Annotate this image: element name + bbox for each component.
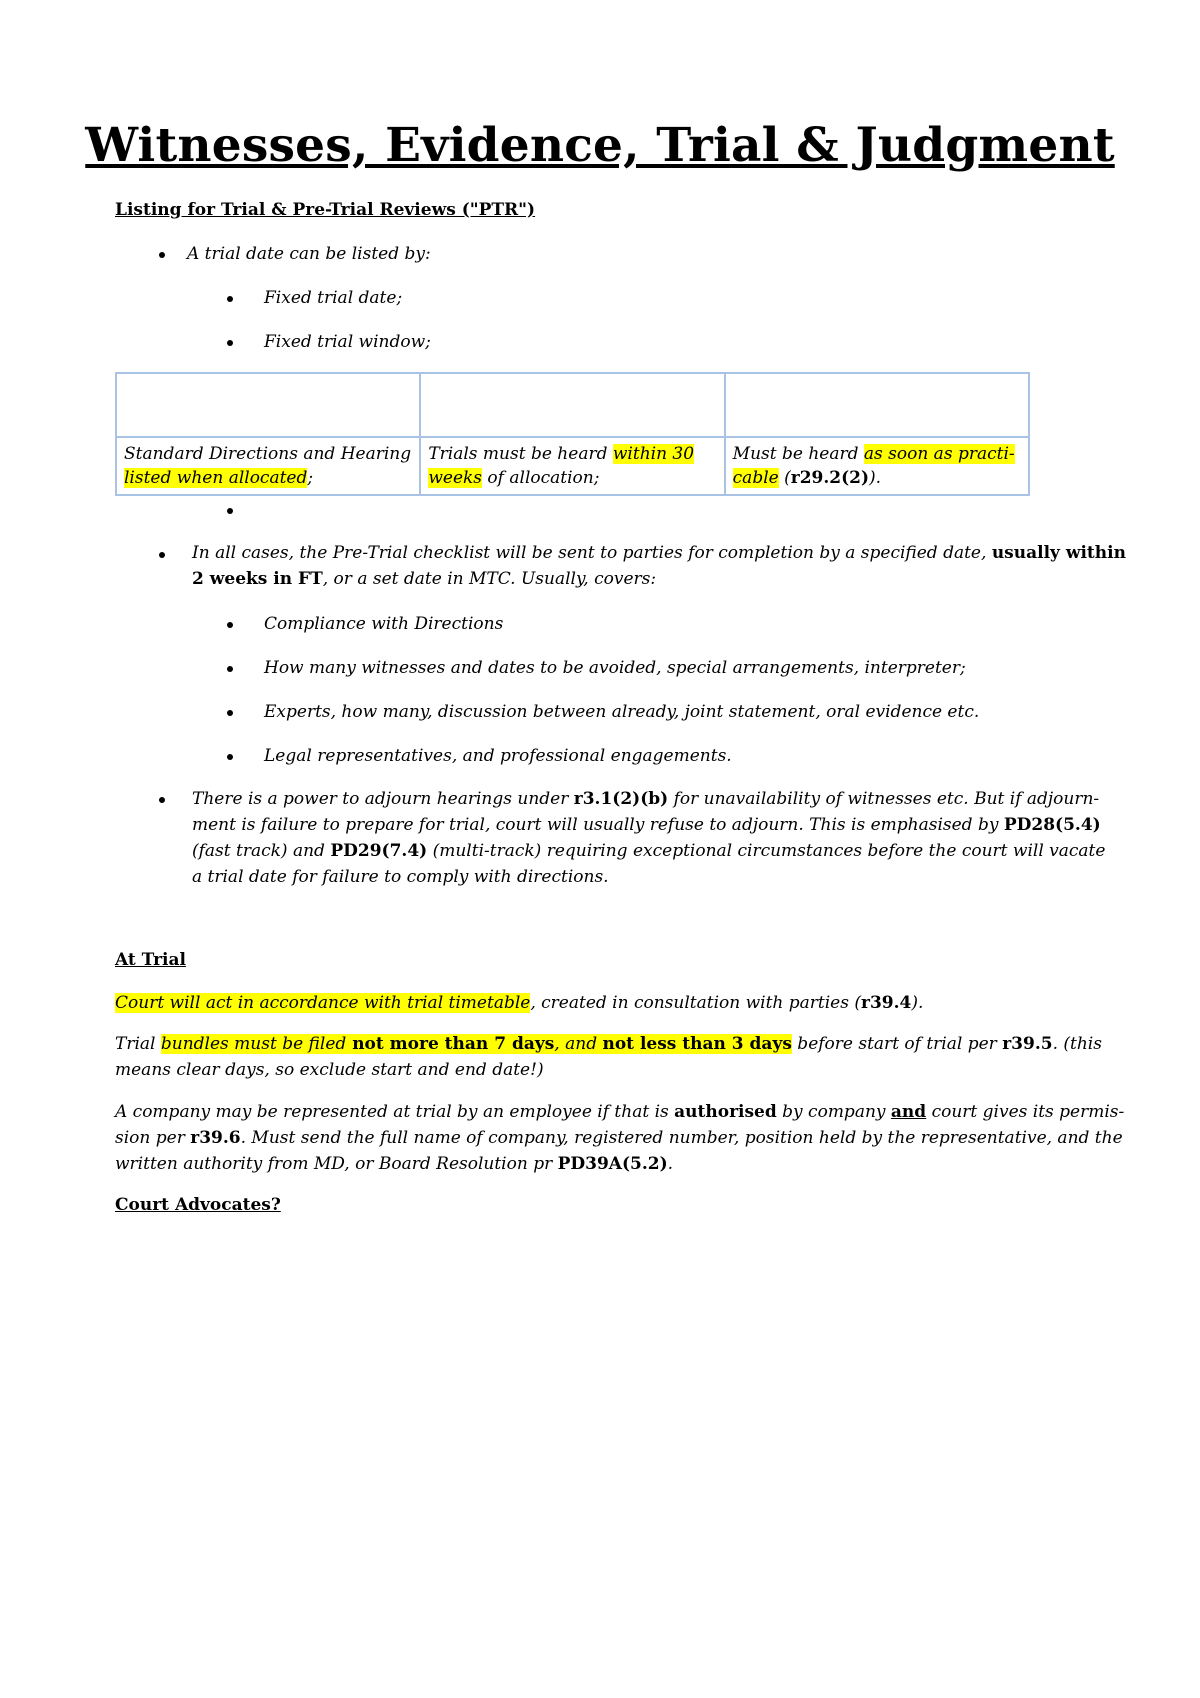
section-heading-court-advocates: Court Advocates? xyxy=(115,1195,281,1215)
bullet-dot xyxy=(159,797,165,803)
bullet-dot xyxy=(227,754,233,760)
list-item-continued: 2 weeks in FT, or a set date in MTC. Usually, covers: xyxy=(192,569,657,589)
list-item: There is a power to adjourn hearings under r3.1(2)(b) for unavailability of witnesses etc. But if adjourn- xyxy=(192,789,1100,809)
list-item-continued: a trial date for failure to comply with directions. xyxy=(192,867,609,887)
bullet-dot xyxy=(227,296,233,302)
table-cell xyxy=(116,373,420,437)
table-cell xyxy=(420,373,724,437)
list-item: Experts, how many, discussion between already, joint statement, oral evidence etc. xyxy=(264,702,980,722)
section-heading-at-trial: At Trial xyxy=(115,950,186,970)
bullet-dot xyxy=(227,666,233,672)
bullet-dot xyxy=(159,252,165,258)
paragraph: Court will act in accordance with trial timetable, created in consultation with parties (r39.4). xyxy=(115,993,924,1013)
list-item: Compliance with Directions xyxy=(264,614,504,634)
table-cell-multi-track: Must be heard as soon as practi- cable (r29.2(2)). xyxy=(725,437,1029,495)
bullet-dot xyxy=(227,340,233,346)
list-item: Fixed trial date; xyxy=(264,288,403,308)
list-item: Fixed trial window; xyxy=(264,332,431,352)
bullet-dot xyxy=(227,710,233,716)
paragraph-continued: means clear days, so exclude start and end date!) xyxy=(115,1060,544,1080)
section-heading-listing: Listing for Trial & Pre-Trial Reviews ("PTR") xyxy=(115,200,536,220)
table-cell-small-claims: Standard Directions and Hearing listed when allocated; xyxy=(116,437,420,495)
bullet-dot xyxy=(227,508,233,514)
list-item: A trial date can be listed by: xyxy=(187,244,431,264)
table-row xyxy=(116,437,1029,495)
table-row xyxy=(116,373,1029,437)
list-item-continued: (fast track) and PD29(7.4) (multi-track) requiring exceptional circumstances before the court will vacate xyxy=(192,841,1106,861)
bullet-dot xyxy=(227,622,233,628)
page-title: Witnesses, Evidence, Trial & Judgment xyxy=(85,118,1115,173)
paragraph-continued: written authority from MD, or Board Resolution pr PD39A(5.2). xyxy=(115,1154,674,1174)
list-item-continued: ment is failure to prepare for trial, court will usually refuse to adjourn. This is emphasised by PD28(5.4) xyxy=(192,815,1101,835)
list-item: In all cases, the Pre-Trial checklist will be sent to parties for completion by a specified date, usually within xyxy=(192,543,1126,563)
bullet-dot xyxy=(159,552,165,558)
table-cell xyxy=(725,373,1029,437)
paragraph: A company may be represented at trial by an employee if that is authorised by company and court gives its permis- xyxy=(115,1102,1125,1122)
list-item: Legal representatives, and professional engagements. xyxy=(264,746,732,766)
list-item: How many witnesses and dates to be avoided, special arrangements, interpreter; xyxy=(264,658,966,678)
table-cell-fast-track: Trials must be heard within 30 weeks of allocation; xyxy=(420,437,724,495)
trial-listing-table xyxy=(115,372,1030,496)
paragraph: Trial bundles must be filed not more than 7 days, and not less than 3 days before start of trial per r39.5. (this xyxy=(115,1034,1102,1054)
paragraph-continued: sion per r39.6. Must send the full name of company, registered number, position held by the representative, and the xyxy=(115,1128,1123,1148)
